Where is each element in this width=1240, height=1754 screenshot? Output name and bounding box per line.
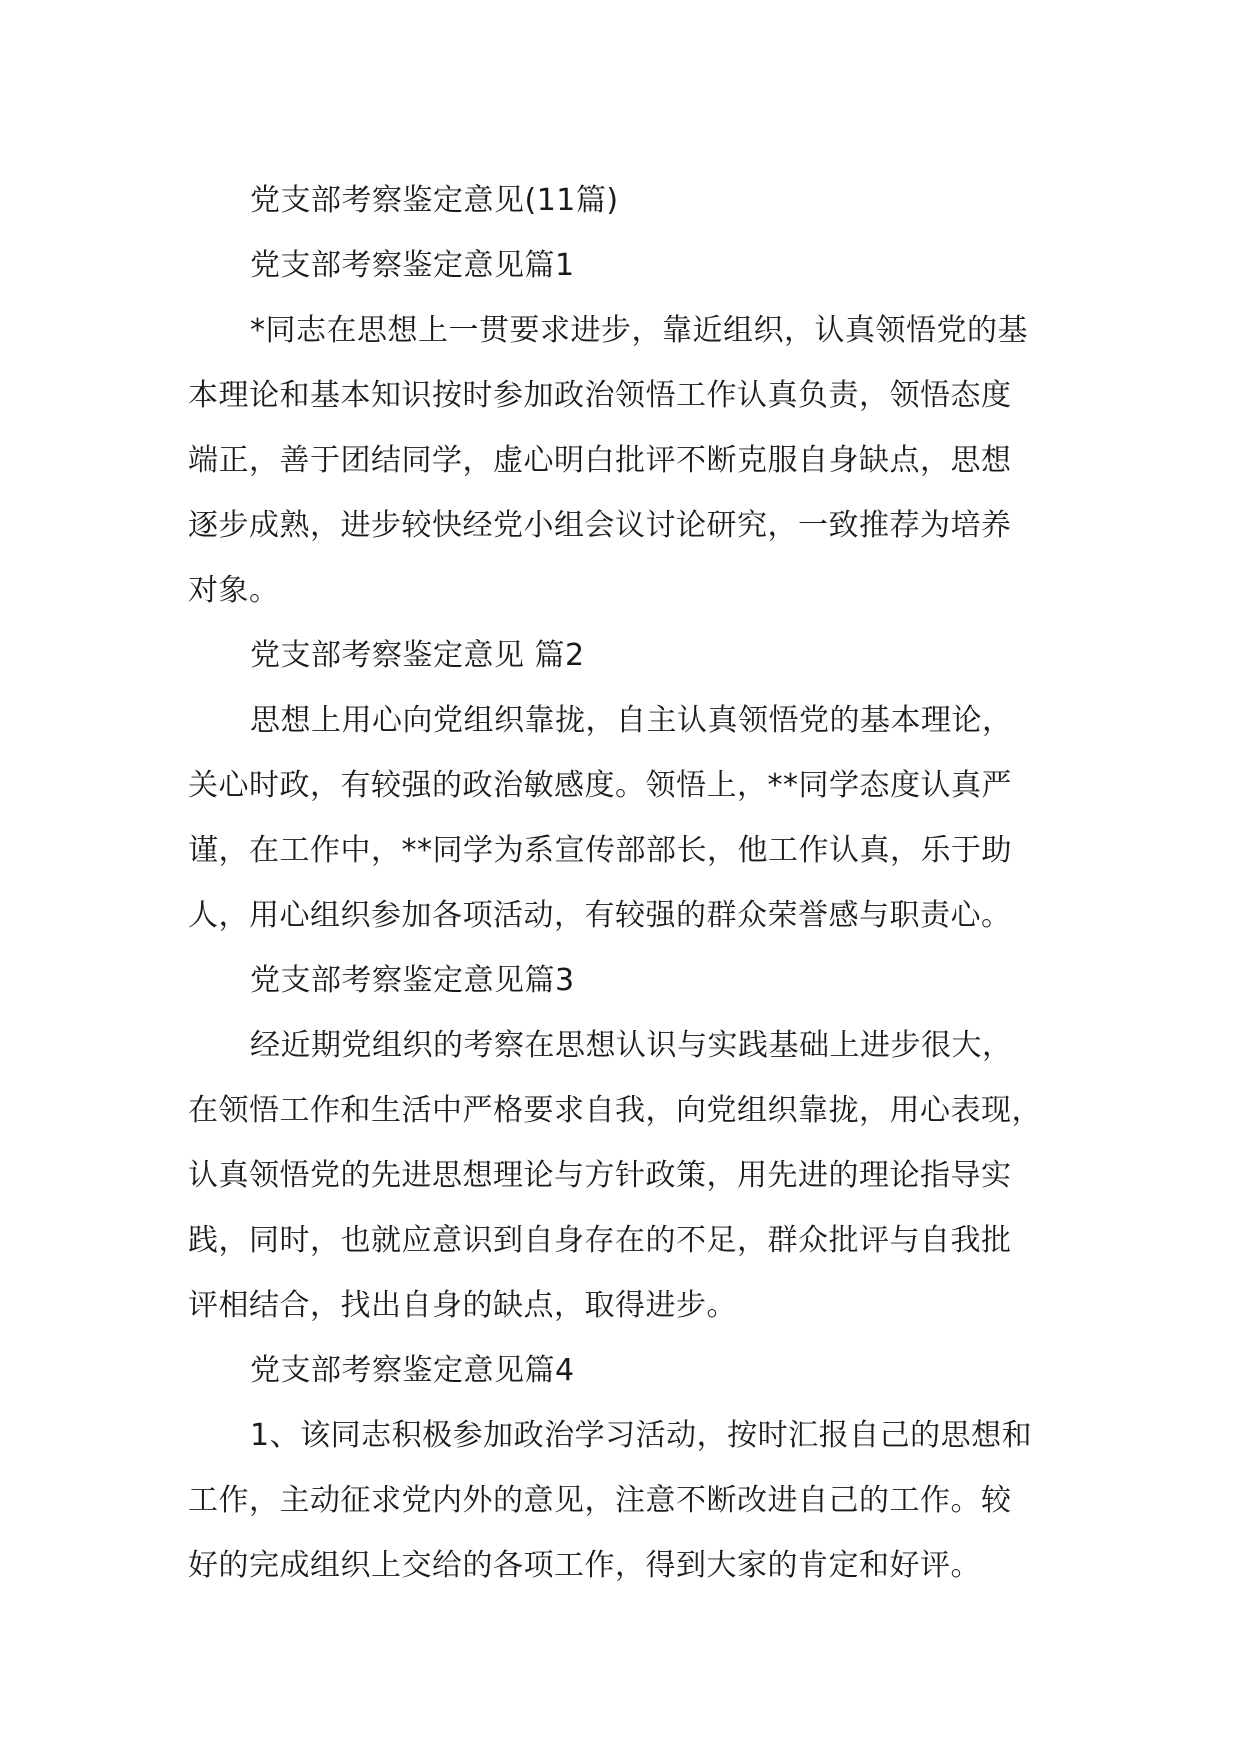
section-heading-2: 党支部考察鉴定意见 篇2 — [250, 638, 585, 673]
section-heading-4: 党支部考察鉴定意见篇4 — [250, 1353, 575, 1388]
paragraph-line: 谨，在工作中，**同学为系宣传部部长，他工作认真，乐于助 — [188, 833, 1012, 868]
paragraph-line: 逐步成熟，进步较快经党小组会议讨论研究，一致推荐为培养 — [188, 508, 1012, 543]
section-heading-3: 党支部考察鉴定意见篇3 — [250, 963, 575, 998]
paragraph-line: 对象。 — [188, 573, 280, 608]
document-page — [188, 168, 1088, 1598]
document-title: 党支部考察鉴定意见(11篇) — [250, 183, 619, 218]
paragraph-line: 经近期党组织的考察在思想认识与实践基础上进步很大， — [250, 1028, 1013, 1063]
paragraph-line: 好的完成组织上交给的各项工作，得到大家的肯定和好评。 — [188, 1548, 981, 1583]
paragraph-line: 人，用心组织参加各项活动，有较强的群众荣誉感与职责心。 — [188, 898, 1012, 933]
paragraph-line: 认真领悟党的先进思想理论与方针政策，用先进的理论指导实 — [188, 1158, 1012, 1193]
paragraph-line: 工作，主动征求党内外的意见，注意不断改进自己的工作。较 — [188, 1483, 1012, 1518]
section-heading-1: 党支部考察鉴定意见篇1 — [250, 248, 575, 283]
paragraph-line: 践，同时，也就应意识到自身存在的不足，群众批评与自我批 — [188, 1223, 1012, 1258]
paragraph-line: 思想上用心向党组织靠拢，自主认真领悟党的基本理论， — [250, 703, 1013, 738]
paragraph-line: 1、该同志积极参加政治学习活动，按时汇报自己的思想和 — [250, 1418, 1033, 1453]
paragraph-line: 关心时政，有较强的政治敏感度。领悟上，**同学态度认真严 — [188, 768, 1012, 803]
paragraph-line: 端正，善于团结同学，虚心明白批评不断克服自身缺点，思想 — [188, 443, 1012, 478]
paragraph-line: 本理论和基本知识按时参加政治领悟工作认真负责，领悟态度 — [188, 378, 1012, 413]
paragraph-line: 在领悟工作和生活中严格要求自我，向党组织靠拢，用心表现， — [188, 1093, 1042, 1128]
paragraph-line: 评相结合，找出自身的缺点，取得进步。 — [188, 1288, 737, 1323]
paragraph-line: *同志在思想上一贯要求进步，靠近组织，认真领悟党的基 — [250, 313, 1028, 348]
